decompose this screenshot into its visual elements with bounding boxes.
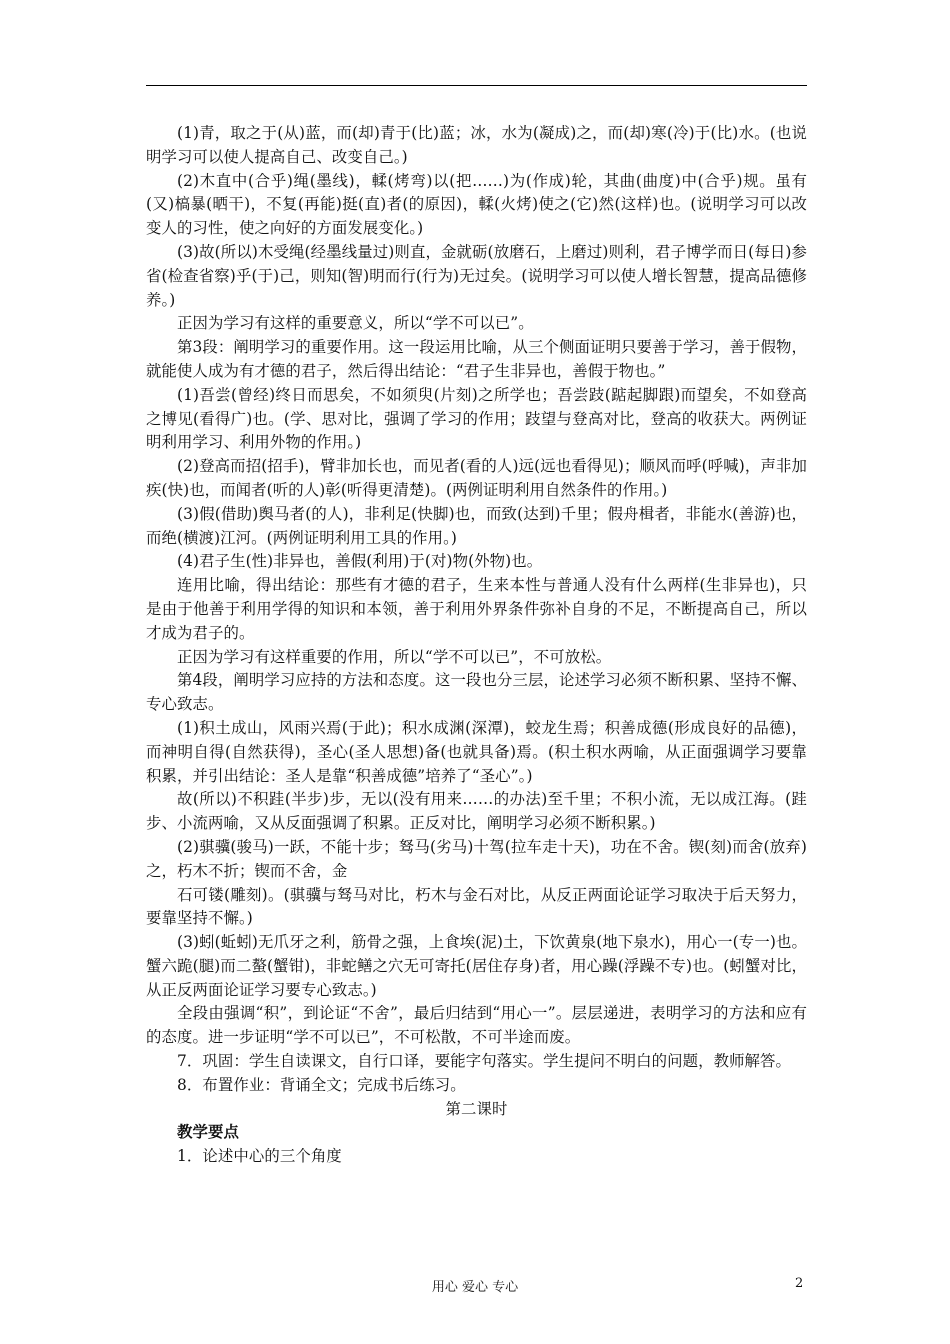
section-heading: 第二课时 (445, 1099, 508, 1118)
paragraph: (1)吾尝(曾经)终日而思矣，不如须臾(片刻)之所学也；吾尝跂(踮起脚跟)而望矣，不如登高之博见(看得广)也。(学、思对比，强调了学习的作用；跂望与登高对比，登高的收获大。两例证明利用学习、利用外物的作用。) (146, 385, 807, 452)
paragraph: 第3段：阐明学习的重要作用。这一段运用比喻，从三个侧面证明只要善于学习，善于假物，就能使人成为有才德的君子，然后得出结论：“君子生非异也，善假于物也。” (146, 338, 807, 380)
subheading: 教学要点 (177, 1123, 239, 1142)
paragraph: (2)登高而招(招手)，臂非加长也，而见者(看的人)远(远也看得见)；顺风而呼(呼喊)，声非加疾(快)也，而闻者(听的人)彰(听得更清楚)。(两例证明利用自然条件的作用。) (146, 457, 807, 499)
paragraph: (1)青，取之于(从)蓝，而(却)青于(比)蓝；冰，水为(凝成)之，而(却)寒(冷)于(比)水。(也说明学习可以使人提高自己、改变自己。) (146, 124, 807, 166)
document-body (146, 122, 807, 1169)
paragraph: (3)假(借助)舆马者(的人)，非利足(快脚)也，而致(达到)千里；假舟楫者，非能水(善游)也，而绝(横渡)江河。(两例证明利用工具的作用。) (146, 504, 807, 547)
paragraph: (3)故(所以)木受绳(经墨线量过)则直，金就砺(放磨石，上磨过)则利，君子博学而日(每日)参省(检查省察)乎(于)己，则知(智)明而行(行为)无过矣。(说明学习可以使人增长智慧，提高品德修养。) (146, 242, 807, 309)
page-footer (0, 1276, 950, 1296)
paragraph: (3)蚓(蚯蚓)无爪牙之利，筋骨之强，上食埃(泥)土，下饮黄泉(地下泉水)，用心一(专一)也。蟹六跪(腿)而二螯(蟹钳)，非蛇鳝之穴无可寄托(居住存身)者，用心躁(浮躁不专)也。(蚓蟹对比，从正反两面论证学习要专心致志。) (146, 933, 807, 999)
paragraph: (2)木直中(合乎)绳(墨线)，輮(烤弯)以(把……)为(作成)轮，其曲(曲度)中(合乎)规。虽有(又)槁暴(晒干)，不复(再能)挺(直)者(的原因)，輮(火烤)使之(它)然(这样)也。(说明学习可以改变人的习性，使之向好的方面发展变化。) (146, 171, 807, 238)
paragraph: 正因为学习有这样的重要意义，所以“学不可以已”。 (177, 314, 534, 333)
paragraph: 石可镂(雕刻)。(骐骥与驽马对比，朽木与金石对比，从反正两面论证学习取决于后天努力，要靠坚持不懈。) (146, 885, 807, 928)
paragraph: (2)骐骥(骏马)一跃，不能十步；驽马(劣马)十驾(拉车走十天)，功在不舍。锲(刻)而舍(放弃)之，朽木不折；锲而不舍，金 (146, 837, 807, 880)
paragraph: 正因为学习有这样重要的作用，所以“学不可以已”，不可放松。 (177, 647, 612, 666)
paragraph: 8．布置作业：背诵全文；完成书后练习。 (177, 1075, 466, 1094)
paragraph: 1．论述中心的三个角度 (177, 1147, 342, 1166)
paragraph: 故(所以)不积跬(半步)步，无以(没有用来……的办法)至千里；不积小流，无以成江海。(跬步、小流两喻，又从反面强调了积累。正反对比，阐明学习必须不断积累。) (146, 790, 807, 833)
paragraph: 第4段，阐明学习应持的方法和态度。这一段也分三层，论述学习必须不断积累、坚持不懈、专心致志。 (146, 671, 807, 714)
header-rule (146, 85, 807, 86)
paragraph: (1)积土成山，风雨兴焉(于此)；积水成渊(深潭)，蛟龙生焉；积善成德(形成良好的品德)，而神明自得(自然获得)，圣心(圣人思想)备(也就具备)焉。(积土积水两喻，从正面强调学习要靠积累，并引出结论：圣人是靠“积善成德”培养了“圣心”。) (146, 718, 807, 785)
paragraph: 全段由强调“积”，到论证“不舍”，最后归结到“用心一”。层层递进，表明学习的方法和应有的态度。进一步证明“学不可以已”，不可松散，不可半途而废。 (146, 1004, 807, 1047)
paragraph: (4)君子生(性)非异也，善假(利用)于(对)物(外物)也。 (177, 552, 543, 571)
page-number: 2 (795, 1276, 804, 1291)
paragraph: 7．巩固：学生自读课文，自行口译，要能字句落实。学生提问不明白的问题，教师解答。 (177, 1052, 792, 1071)
paragraph: 连用比喻，得出结论：那些有才德的君子，生来本性与普通人没有什么两样(生非异也)，只是由于他善于利用学得的知识和本领，善于利用外界条件弥补自身的不足，不断提高自己，所以才成为君子的。 (146, 576, 807, 642)
footer-text: 用心 爱心 专心 (431, 1280, 519, 1295)
